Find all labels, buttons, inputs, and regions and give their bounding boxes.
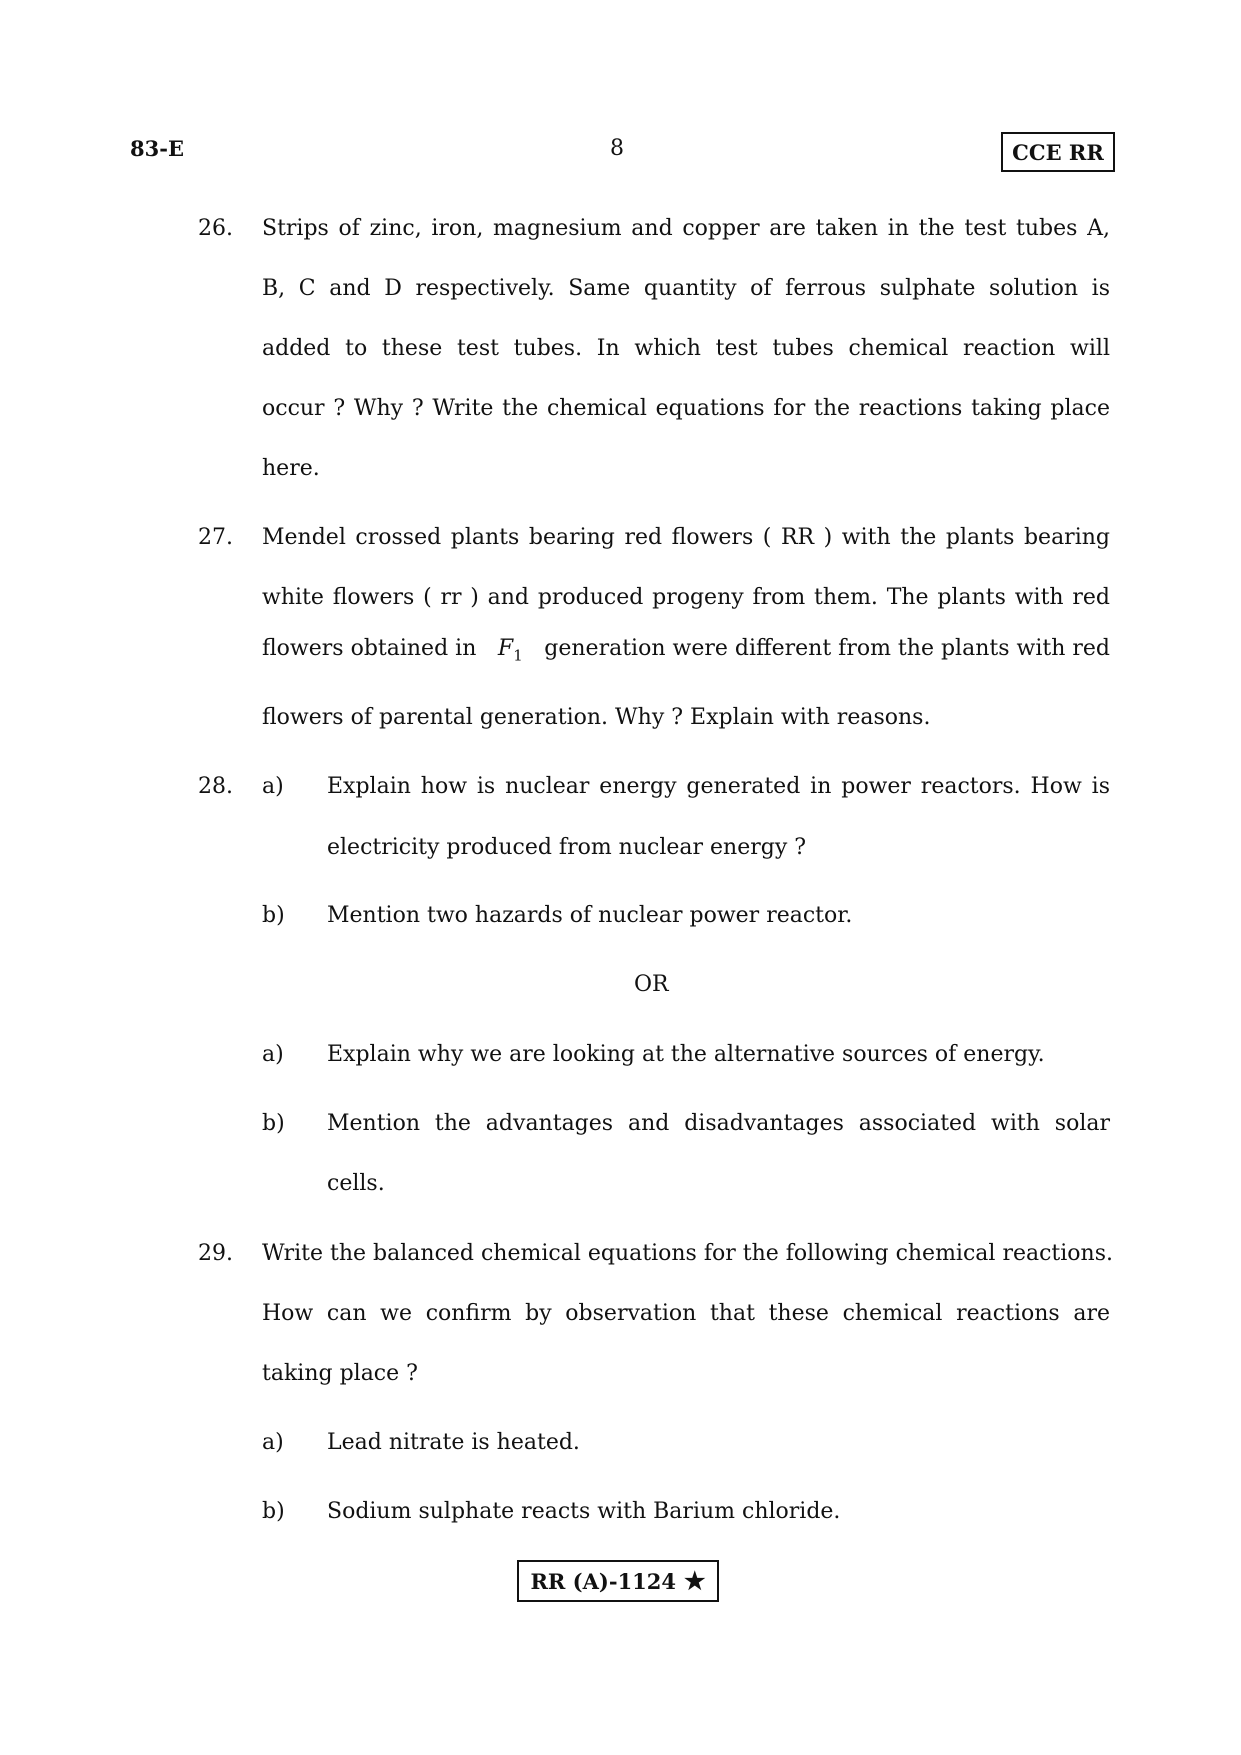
question-28-alt-b-line: Mention the advantages and disadvantages associated with solar xyxy=(327,1111,1110,1136)
question-28-a-line: electricity produced from nuclear energy ? xyxy=(327,835,807,860)
question-29-a-text: Lead nitrate is heated. xyxy=(327,1430,580,1455)
question-28-a-line: Explain how is nuclear energy generated in power reactors. How is xyxy=(327,774,1110,799)
question-27-line-formula xyxy=(262,636,1110,664)
series-badge xyxy=(1001,132,1115,172)
f-subscript: 1 xyxy=(513,646,523,665)
question-27-line: flowers of parental generation. Why ? Explain with reasons. xyxy=(262,705,931,730)
question-27-line3-post: generation were different from the plants with red xyxy=(544,636,1110,661)
page-number: 8 xyxy=(610,136,624,161)
question-26-line: B, C and D respectively. Same quantity of ferrous sulphate solution is xyxy=(262,276,1110,301)
question-29-line: Write the balanced chemical equations for the following chemical reactions. xyxy=(262,1241,1113,1266)
question-26-number: 26. xyxy=(198,216,233,241)
question-27-number: 27. xyxy=(198,525,233,550)
question-28-a-label: a) xyxy=(262,774,284,799)
question-29-b-text: Sodium sulphate reacts with Barium chloride. xyxy=(327,1499,841,1524)
paper-code: 83-E xyxy=(130,136,184,161)
question-27-line: Mendel crossed plants bearing red flowers ( RR ) with the plants bearing xyxy=(262,525,1110,550)
question-28-number: 28. xyxy=(198,774,233,799)
question-29-a-label: a) xyxy=(262,1430,284,1455)
question-29-b-label: b) xyxy=(262,1499,285,1524)
question-29-number: 29. xyxy=(198,1241,233,1266)
footer-code: RR (A)-1124 xyxy=(530,1568,677,1594)
question-26-line: here. xyxy=(262,456,320,481)
footer-code-box xyxy=(517,1560,719,1602)
star-icon: ★ xyxy=(684,1566,706,1595)
or-divider: OR xyxy=(634,972,669,997)
question-28-b-label: b) xyxy=(262,903,285,928)
question-28-alt-a-label: a) xyxy=(262,1042,284,1067)
question-29-line: How can we confirm by observation that these chemical reactions are xyxy=(262,1301,1110,1326)
question-28-alt-b-line: cells. xyxy=(327,1171,385,1196)
question-26-line: occur ? Why ? Write the chemical equations for the reactions taking place xyxy=(262,396,1110,421)
series-label: CCE RR xyxy=(1012,139,1104,165)
f-variable: F xyxy=(497,636,514,661)
question-27-line: white flowers ( rr ) and produced progeny from them. The plants with red xyxy=(262,585,1110,610)
question-26-line: Strips of zinc, iron, magnesium and copper are taken in the test tubes A, xyxy=(262,216,1110,241)
question-28-alt-a-text: Explain why we are looking at the alternative sources of energy. xyxy=(327,1042,1045,1067)
question-26-line: added to these test tubes. In which test tubes chemical reaction will xyxy=(262,336,1110,361)
question-29-line: taking place ? xyxy=(262,1361,418,1386)
question-28-alt-b-label: b) xyxy=(262,1111,285,1136)
f1-symbol xyxy=(498,636,523,664)
question-27-line3-pre: flowers obtained in xyxy=(262,636,477,661)
question-28-b-text: Mention two hazards of nuclear power reactor. xyxy=(327,903,853,928)
